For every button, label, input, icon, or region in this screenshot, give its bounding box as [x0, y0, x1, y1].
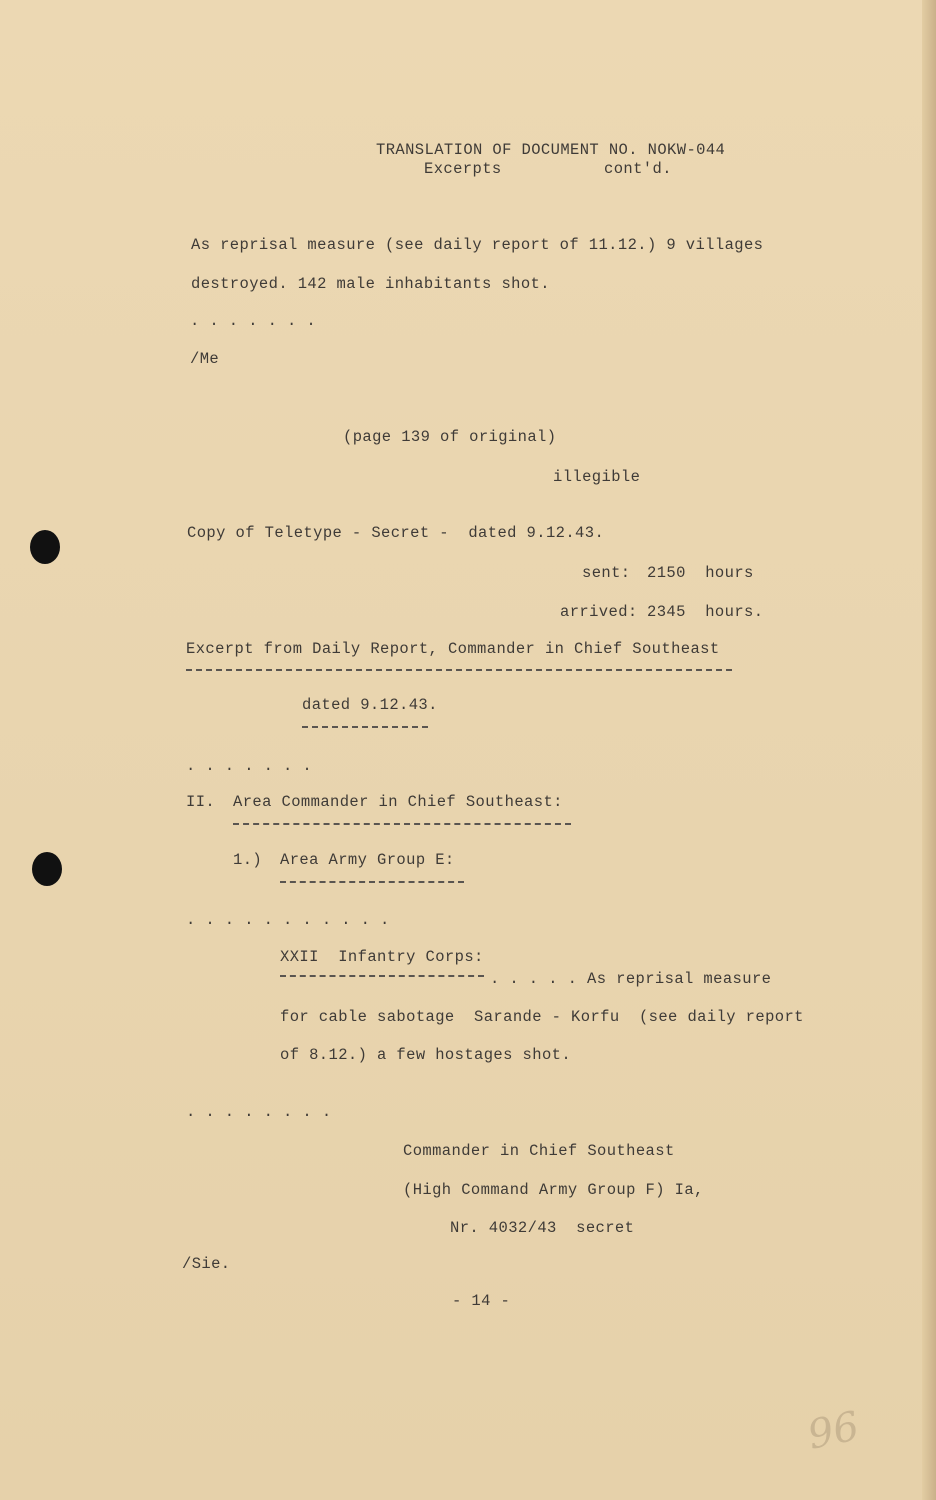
signature-line-3: Nr. 4032/43 secret [450, 1219, 635, 1237]
section-number: II. [186, 793, 216, 811]
teletype-copy-line: Copy of Teletype - Secret - dated 9.12.43. [187, 524, 605, 542]
ellipsis-dots: . . . . . . . [186, 757, 313, 775]
ellipsis-dots: . . . . . . . [190, 312, 317, 330]
illegible-note: illegible [553, 468, 641, 486]
initials-me: /Me [190, 350, 220, 368]
arrived-label: arrived: [560, 603, 638, 621]
excerpt-heading: Excerpt from Daily Report, Commander in Chief Southeast [186, 640, 720, 658]
corps-title-underline [280, 975, 484, 977]
signature-line-2: (High Command Army Group F) Ia, [403, 1181, 704, 1199]
excerpts-label: Excerpts [424, 160, 502, 178]
document-title: TRANSLATION OF DOCUMENT NO. NOKW-044 [376, 141, 726, 159]
pencil-page-mark: 96 [803, 1403, 864, 1459]
subsection-title-underline [280, 881, 464, 883]
page-reference: (page 139 of original) [343, 428, 557, 446]
reprisal-line-2: destroyed. 142 male inhabitants shot. [191, 275, 550, 293]
corps-line-3: of 8.12.) a few hostages shot. [280, 1046, 572, 1064]
excerpt-heading-underline [186, 669, 732, 671]
page-edge [922, 0, 936, 1500]
sent-label: sent: [582, 564, 631, 582]
corps-title: XXII Infantry Corps: [280, 948, 484, 966]
section-title-underline [233, 823, 571, 825]
subsection-number: 1.) [233, 851, 263, 869]
sent-value: 2150 hours [647, 564, 754, 582]
corps-line-2: for cable sabotage Sarande - Korfu (see daily report [280, 1008, 804, 1026]
ellipsis-dots: . . . . . . . . . . . [186, 911, 390, 929]
section-title: Area Commander in Chief Southeast: [233, 793, 563, 811]
corps-line-1: . . . . . As reprisal measure [490, 970, 772, 988]
arrived-value: 2345 hours. [647, 603, 764, 621]
punch-hole-top [30, 530, 60, 564]
excerpt-date-underline [302, 726, 428, 728]
page-number: - 14 - [452, 1292, 511, 1310]
subsection-title: Area Army Group E: [280, 851, 455, 869]
signature-line-1: Commander in Chief Southeast [403, 1142, 675, 1160]
ellipsis-dots: . . . . . . . . [186, 1103, 332, 1121]
excerpt-date: dated 9.12.43. [302, 696, 438, 714]
punch-hole-bottom [32, 852, 62, 886]
reprisal-line-1: As reprisal measure (see daily report of 11.12.) 9 villages [191, 236, 764, 254]
initials-sie: /Sie. [182, 1255, 231, 1273]
contd-label: cont'd. [604, 160, 672, 178]
